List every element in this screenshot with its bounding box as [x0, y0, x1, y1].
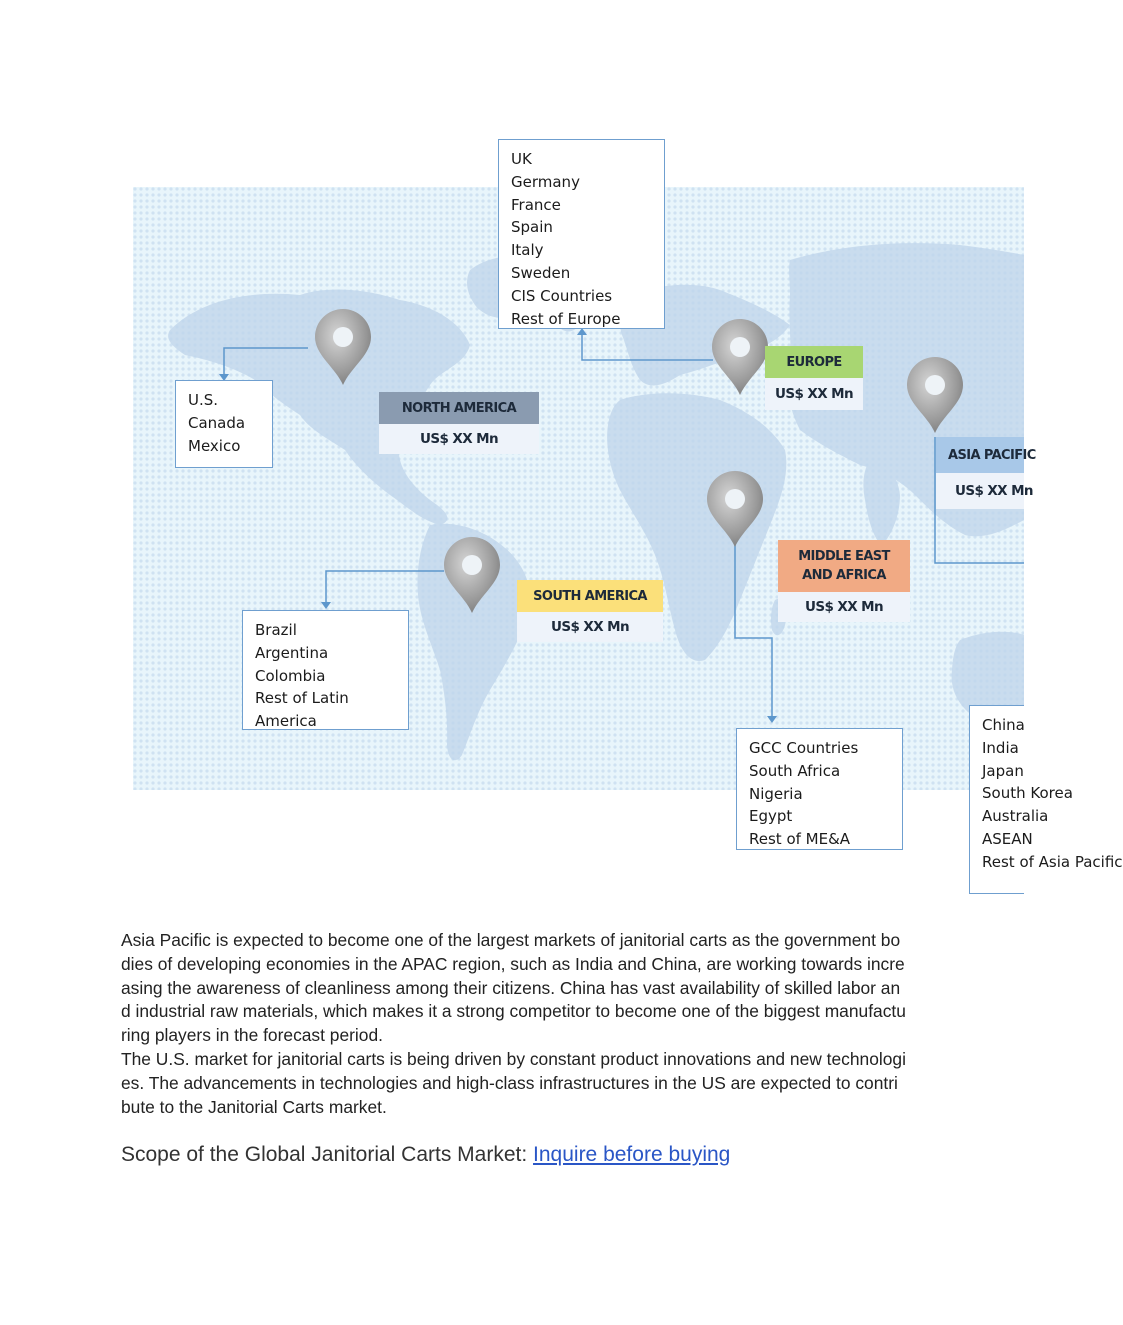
country-item: Italy — [511, 241, 544, 260]
country-item: Rest of Europe — [511, 309, 621, 328]
paragraph-us-market: The U.S. market for janitorial carts is being driven by constant product innovations and new technologies. The advancements in technologies and high-class infrastructures in the US are expected to contribute to the Janitorial Carts market. — [121, 1048, 906, 1117]
country-item: Rest of Asia Pacific — [982, 852, 1123, 871]
country-item: Australia — [982, 807, 1049, 826]
asia-pacific-country-list — [969, 705, 1123, 894]
country-item: France — [511, 195, 561, 214]
asia-pacific-value — [936, 473, 1033, 509]
country-item: Germany — [511, 172, 580, 191]
asia-pacific-label — [936, 437, 1036, 473]
country-item: U.S. — [188, 391, 219, 409]
north-america-label: NORTH AMERICA — [379, 392, 539, 424]
country-item: Sweden — [511, 263, 571, 282]
north-america-value: US$ XX Mn — [379, 424, 539, 454]
europe-country-list — [498, 139, 665, 329]
middle-east-africa-value: US$ XX Mn — [778, 592, 910, 622]
inquire-before-buying-link[interactable]: Inquire before buying — [533, 1143, 731, 1166]
south-america-value: US$ XX Mn — [517, 612, 663, 642]
country-item: China — [982, 716, 1025, 734]
country-item: Rest of ME&A — [749, 830, 851, 849]
country-item: America — [255, 712, 317, 731]
middle-east-africa-country-list — [736, 728, 903, 850]
south-america-label: SOUTH AMERICA — [517, 580, 663, 612]
mea-label-line2: AND AFRICA — [802, 568, 886, 583]
country-item: Colombia — [255, 666, 326, 685]
country-item: ASEAN — [982, 829, 1033, 848]
europe-label: EUROPE — [765, 346, 863, 378]
country-item: Japan — [982, 761, 1024, 780]
paragraph-asia-pacific: Asia Pacific is expected to become one of the largest markets of janitorial carts as the government bodies of developing economies in the APAC region, such as India and China, are working towards increasing the awareness of cleanliness among their citizens. China has vast availability of skilled labor and industrial raw materials, which makes it a strong competitor to become one of the biggest manufacturing players in the forecast period. — [121, 930, 906, 1046]
article-body — [121, 929, 907, 1119]
asia-pacific-label-text: ASIA PACIFIC — [948, 447, 1036, 463]
scope-label: Scope of the Global Janitorial Carts Market: — [121, 1143, 534, 1166]
europe-value: US$ XX Mn — [765, 378, 863, 410]
country-item: India — [982, 738, 1019, 757]
country-item: Nigeria — [749, 784, 803, 803]
country-item: GCC Countries — [749, 739, 859, 757]
middle-east-africa-label — [778, 540, 910, 592]
country-item: Canada — [188, 413, 246, 432]
country-item: Rest of Latin — [255, 689, 349, 708]
scope-heading — [121, 1143, 730, 1167]
country-item: UK — [511, 150, 532, 168]
country-item: Spain — [511, 218, 553, 237]
country-item: Brazil — [255, 621, 297, 639]
south-america-country-list — [242, 610, 409, 730]
mea-label-line1: MIDDLE EAST — [798, 549, 890, 564]
north-america-country-list — [175, 380, 273, 468]
country-item: CIS Countries — [511, 286, 613, 305]
country-item: South Korea — [982, 784, 1073, 803]
asia-pacific-value-text: US$ XX Mn — [955, 483, 1033, 499]
country-item: Mexico — [188, 436, 241, 455]
country-item: Argentina — [255, 643, 329, 662]
country-item: Egypt — [749, 807, 793, 826]
country-item: South Africa — [749, 761, 841, 780]
